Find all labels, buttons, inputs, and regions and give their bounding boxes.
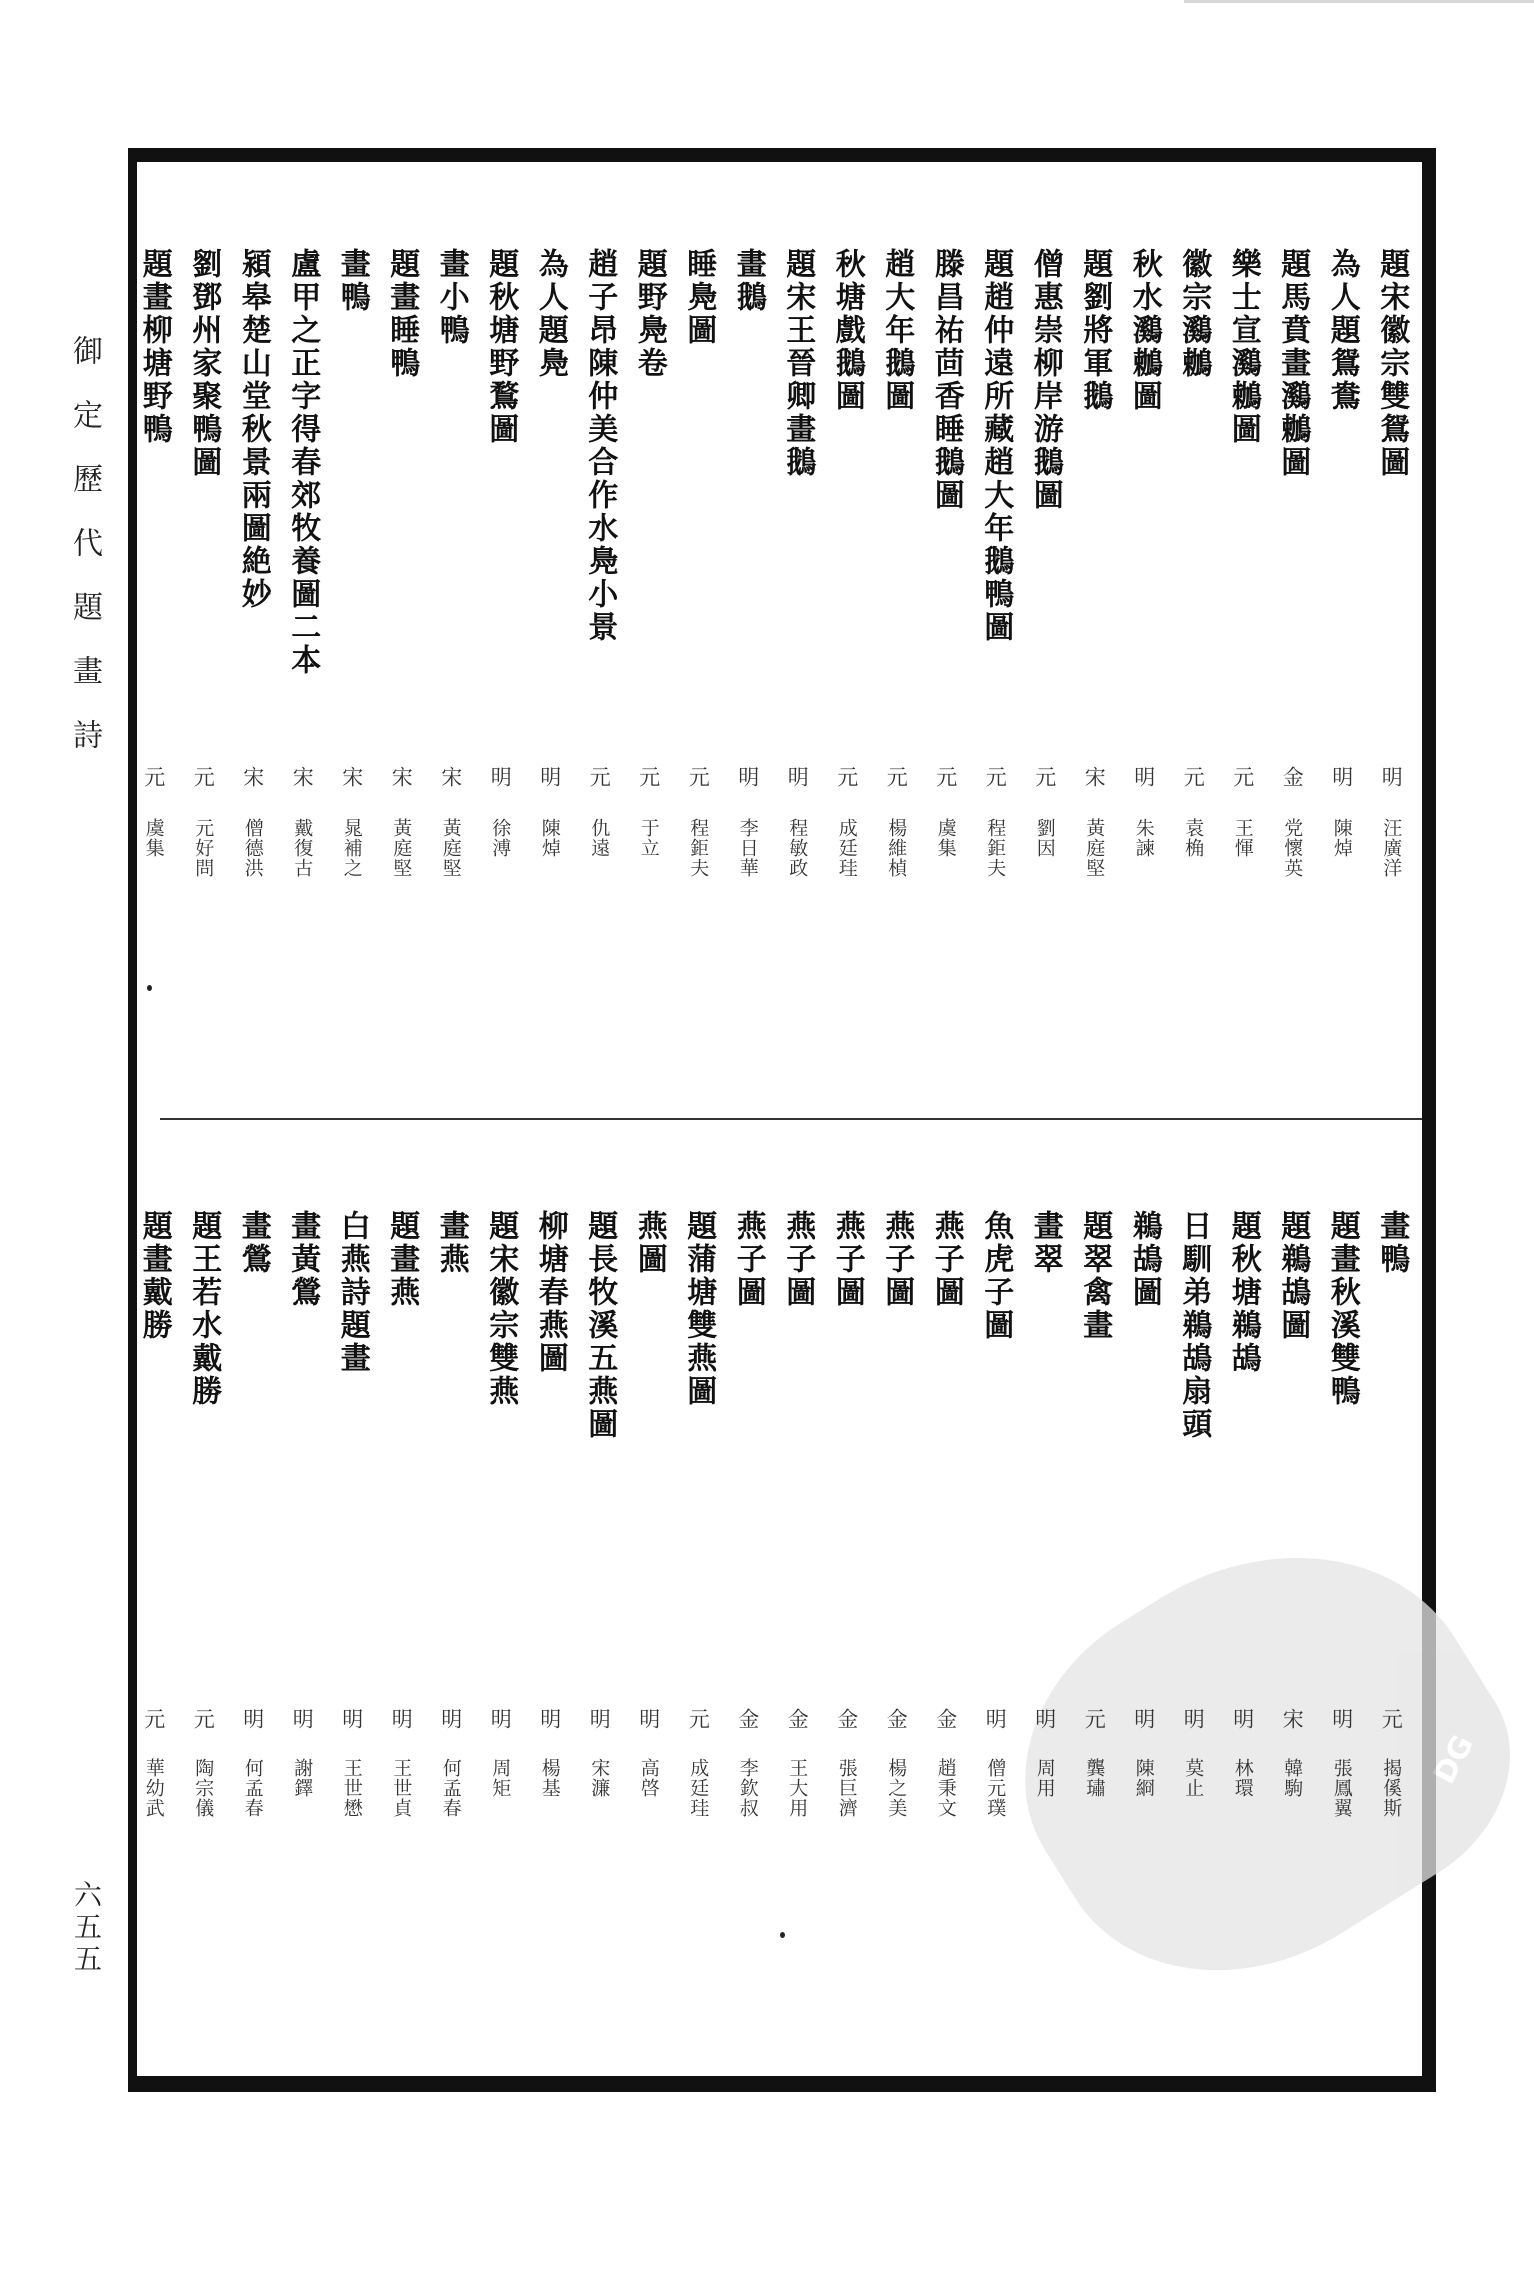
entry-author: 張巨濟 bbox=[835, 1758, 858, 1818]
index-entry bbox=[228, 1210, 278, 1930]
entry-title: 題長牧溪五燕圖 bbox=[582, 1210, 618, 1441]
entry-title: 題劉將軍鵝 bbox=[1077, 248, 1113, 413]
entry-title: 燕子圖 bbox=[780, 1210, 816, 1309]
index-entry bbox=[1218, 1210, 1268, 1930]
entry-title: 趙大年鵝圖 bbox=[879, 248, 915, 413]
entry-author: 劉因 bbox=[1033, 818, 1056, 858]
entry-dynasty: 明 bbox=[1131, 766, 1156, 787]
entry-dynasty: 元 bbox=[1181, 766, 1206, 787]
entry-title: 樂士宣鸂鶒圖 bbox=[1225, 248, 1261, 446]
index-entry bbox=[773, 1210, 823, 1930]
entry-author: 王世懋 bbox=[340, 1758, 363, 1818]
index-entry bbox=[129, 1210, 179, 1930]
index-entry bbox=[1169, 248, 1219, 1028]
index-entry bbox=[327, 248, 377, 1028]
entry-title: 題畫秋溪雙鴨 bbox=[1324, 1210, 1360, 1408]
entry-title: 柳塘春燕圖 bbox=[532, 1210, 568, 1375]
index-entry bbox=[822, 248, 872, 1028]
entry-dynasty: 宋 bbox=[1280, 1708, 1305, 1729]
index-entry bbox=[426, 1210, 476, 1930]
watermark-text: DG bbox=[1427, 1729, 1482, 1790]
entry-author: 僧德洪 bbox=[241, 818, 264, 878]
entry-title: 題畫戴勝 bbox=[136, 1210, 172, 1342]
entry-dynasty: 明 bbox=[587, 1708, 612, 1729]
entry-author: 成廷珪 bbox=[835, 818, 858, 878]
entry-title: 趙子昂陳仲美合作水鳧小景 bbox=[582, 248, 618, 644]
entry-dynasty: 明 bbox=[1032, 1708, 1057, 1729]
entry-dynasty: 元 bbox=[636, 766, 661, 787]
entry-dynasty: 元 bbox=[141, 766, 166, 787]
entry-author: 虞集 bbox=[142, 818, 165, 858]
entry-title: 燕子圖 bbox=[730, 1210, 766, 1309]
entry-author: 袁桷 bbox=[1182, 818, 1205, 858]
entry-author: 僧元璞 bbox=[984, 1758, 1007, 1818]
entry-dynasty: 元 bbox=[884, 766, 909, 787]
index-entry bbox=[278, 1210, 328, 1930]
entry-title: 鵜鴣圖 bbox=[1126, 1210, 1162, 1309]
entry-dynasty: 元 bbox=[1032, 766, 1057, 787]
entry-title: 秋塘戲鵝圖 bbox=[829, 248, 865, 413]
index-entry bbox=[1119, 248, 1169, 1028]
index-entry bbox=[525, 1210, 575, 1930]
entry-title: 滕昌祐茴香睡鵝圖 bbox=[928, 248, 964, 512]
entry-author: 李日華 bbox=[736, 818, 759, 878]
entry-author: 周用 bbox=[1033, 1758, 1056, 1798]
entry-dynasty: 明 bbox=[389, 1708, 414, 1729]
entry-dynasty: 宋 bbox=[339, 766, 364, 787]
index-entry bbox=[1317, 1210, 1367, 1930]
entry-author: 程鉅夫 bbox=[984, 818, 1007, 878]
entry-title: 題野鳧卷 bbox=[631, 248, 667, 380]
entry-dynasty: 宋 bbox=[1082, 766, 1107, 787]
ink-speck bbox=[780, 1932, 785, 1938]
entry-dynasty: 明 bbox=[438, 1708, 463, 1729]
entry-title: 題鵜鴣圖 bbox=[1275, 1210, 1311, 1342]
entry-title: 題秋塘鵜鴣 bbox=[1225, 1210, 1261, 1375]
index-entry bbox=[129, 248, 179, 1028]
index-entry bbox=[872, 1210, 922, 1930]
entry-title: 燕子圖 bbox=[879, 1210, 915, 1309]
entry-dynasty: 元 bbox=[1230, 766, 1255, 787]
entry-dynasty: 元 bbox=[191, 1708, 216, 1729]
entry-title: 畫鶯 bbox=[235, 1210, 271, 1276]
entry-author: 莫止 bbox=[1182, 1758, 1205, 1798]
entry-title: 徽宗鸂鶒 bbox=[1176, 248, 1212, 380]
entry-title: 為人題鳧 bbox=[532, 248, 568, 380]
index-entry bbox=[1317, 248, 1367, 1028]
entry-author: 陳焯 bbox=[1330, 818, 1353, 858]
entry-dynasty: 宋 bbox=[240, 766, 265, 787]
index-entry bbox=[921, 1210, 971, 1930]
entry-dynasty: 明 bbox=[290, 1708, 315, 1729]
entry-author: 仇遠 bbox=[588, 818, 611, 858]
entry-dynasty: 宋 bbox=[389, 766, 414, 787]
index-entry bbox=[822, 1210, 872, 1930]
entry-author: 徐溥 bbox=[489, 818, 512, 858]
entry-dynasty: 明 bbox=[785, 766, 810, 787]
entry-author: 何孟春 bbox=[439, 1758, 462, 1818]
index-entry bbox=[1119, 1210, 1169, 1930]
entry-title: 魚虎子圖 bbox=[978, 1210, 1014, 1342]
entry-title: 題畫柳塘野鴨 bbox=[136, 248, 172, 446]
index-entry bbox=[179, 248, 229, 1028]
entry-dynasty: 元 bbox=[587, 766, 612, 787]
index-entry bbox=[1367, 248, 1417, 1028]
index-entry bbox=[1218, 248, 1268, 1028]
page-number: 六五五 bbox=[70, 1880, 103, 1976]
entry-author: 龔璛 bbox=[1083, 1758, 1106, 1798]
index-entry bbox=[426, 248, 476, 1028]
entry-title: 秋水鸂鶒圖 bbox=[1126, 248, 1162, 413]
entry-author: 韓駒 bbox=[1281, 1758, 1304, 1798]
entry-author: 林環 bbox=[1231, 1758, 1254, 1798]
entry-title: 劉鄧州家聚鴨圖 bbox=[186, 248, 222, 479]
index-entry bbox=[773, 248, 823, 1028]
bottom-register bbox=[129, 1210, 1416, 1930]
index-entry bbox=[179, 1210, 229, 1930]
entry-title: 題畫燕 bbox=[384, 1210, 420, 1309]
entry-author: 元好問 bbox=[192, 818, 215, 878]
entry-title: 睡鳧圖 bbox=[681, 248, 717, 347]
entry-title: 題趙仲遠所藏趙大年鵝鴨圖 bbox=[978, 248, 1014, 644]
entry-title: 日馴弟鵜鴣扇頭 bbox=[1176, 1210, 1212, 1441]
index-entry bbox=[476, 248, 526, 1028]
index-entry bbox=[575, 1210, 625, 1930]
index-entry bbox=[723, 248, 773, 1028]
entry-author: 陳焯 bbox=[538, 818, 561, 858]
entry-dynasty: 明 bbox=[735, 766, 760, 787]
index-entry bbox=[1268, 248, 1318, 1028]
entry-author: 宋濂 bbox=[588, 1758, 611, 1798]
entry-dynasty: 金 bbox=[884, 1708, 909, 1729]
entry-title: 題馬賁畫鸂鶒圖 bbox=[1275, 248, 1311, 479]
entry-author: 黃庭堅 bbox=[1083, 818, 1106, 878]
entry-title: 為人題鴛鴦 bbox=[1324, 248, 1360, 413]
entry-dynasty: 宋 bbox=[290, 766, 315, 787]
index-entry bbox=[674, 1210, 724, 1930]
entry-author: 王惲 bbox=[1231, 818, 1254, 858]
entry-dynasty: 明 bbox=[488, 1708, 513, 1729]
book-title-margin: 御定歷代題畫詩 bbox=[67, 335, 102, 783]
entry-dynasty: 金 bbox=[1280, 766, 1305, 787]
top-register bbox=[129, 248, 1416, 1028]
entry-title: 潁皋楚山堂秋景兩圖絶妙 bbox=[235, 248, 271, 611]
entry-title: 燕子圖 bbox=[928, 1210, 964, 1309]
entry-author: 楊基 bbox=[538, 1758, 561, 1798]
entry-dynasty: 明 bbox=[339, 1708, 364, 1729]
entry-author: 高啓 bbox=[637, 1758, 660, 1798]
index-entry bbox=[278, 248, 328, 1028]
entry-dynasty: 金 bbox=[735, 1708, 760, 1729]
entry-title: 畫燕 bbox=[433, 1210, 469, 1276]
entry-author: 楊維楨 bbox=[885, 818, 908, 878]
entry-author: 揭傒斯 bbox=[1380, 1758, 1403, 1818]
index-entry bbox=[1367, 1210, 1417, 1930]
entry-dynasty: 明 bbox=[1131, 1708, 1156, 1729]
index-entry bbox=[1070, 248, 1120, 1028]
entry-dynasty: 金 bbox=[785, 1708, 810, 1729]
scan-edge-line bbox=[1184, 0, 1534, 3]
entry-title: 畫黃鶯 bbox=[285, 1210, 321, 1309]
entry-title: 題蒲塘雙燕圖 bbox=[681, 1210, 717, 1408]
entry-author: 楊之美 bbox=[885, 1758, 908, 1818]
entry-author: 朱諫 bbox=[1132, 818, 1155, 858]
entry-author: 王大用 bbox=[786, 1758, 809, 1818]
entry-author: 周矩 bbox=[489, 1758, 512, 1798]
index-entry bbox=[971, 1210, 1021, 1930]
index-entry bbox=[377, 248, 427, 1028]
entry-author: 何孟春 bbox=[241, 1758, 264, 1818]
entry-author: 程敏政 bbox=[786, 818, 809, 878]
index-entry bbox=[1169, 1210, 1219, 1930]
entry-author: 于立 bbox=[637, 818, 660, 858]
index-entry bbox=[575, 248, 625, 1028]
index-entry bbox=[723, 1210, 773, 1930]
entry-dynasty: 元 bbox=[834, 766, 859, 787]
entry-title: 題秋塘野鶩圖 bbox=[483, 248, 519, 446]
entry-dynasty: 宋 bbox=[438, 766, 463, 787]
entry-title: 盧甲之正字得春郊牧養圖二本 bbox=[285, 248, 321, 677]
entry-title: 白燕詩題畫 bbox=[334, 1210, 370, 1375]
entry-author: 戴復古 bbox=[291, 818, 314, 878]
entry-dynasty: 元 bbox=[686, 766, 711, 787]
index-entry bbox=[1268, 1210, 1318, 1930]
index-entry bbox=[872, 248, 922, 1028]
entry-dynasty: 明 bbox=[1181, 1708, 1206, 1729]
entry-title: 題宋徽宗雙燕 bbox=[483, 1210, 519, 1408]
index-entry bbox=[228, 248, 278, 1028]
entry-dynasty: 元 bbox=[983, 766, 1008, 787]
entry-title: 畫鴨 bbox=[334, 248, 370, 314]
entry-title: 題翠禽畫 bbox=[1077, 1210, 1113, 1342]
entry-author: 謝鐸 bbox=[291, 1758, 314, 1798]
index-entry bbox=[624, 248, 674, 1028]
index-entry bbox=[1020, 1210, 1070, 1930]
entry-title: 畫小鴨 bbox=[433, 248, 469, 347]
entry-author: 黃庭堅 bbox=[390, 818, 413, 878]
entry-dynasty: 明 bbox=[240, 1708, 265, 1729]
index-entry bbox=[624, 1210, 674, 1930]
index-entry bbox=[476, 1210, 526, 1930]
entry-dynasty: 明 bbox=[488, 766, 513, 787]
entry-dynasty: 明 bbox=[1329, 1708, 1354, 1729]
entry-title: 題王若水戴勝 bbox=[186, 1210, 222, 1408]
entry-author: 趙秉文 bbox=[934, 1758, 957, 1818]
entry-author: 陳綗 bbox=[1132, 1758, 1155, 1798]
index-entry bbox=[971, 248, 1021, 1028]
entry-author: 陶宗儀 bbox=[192, 1758, 215, 1818]
entry-dynasty: 元 bbox=[1379, 1708, 1404, 1729]
entry-dynasty: 金 bbox=[933, 1708, 958, 1729]
entry-title: 題畫睡鴨 bbox=[384, 248, 420, 380]
entry-dynasty: 元 bbox=[1082, 1708, 1107, 1729]
entry-title: 畫翠 bbox=[1027, 1210, 1063, 1276]
entry-title: 題宋徽宗雙鴛圖 bbox=[1374, 248, 1410, 479]
entry-dynasty: 元 bbox=[686, 1708, 711, 1729]
entry-dynasty: 明 bbox=[983, 1708, 1008, 1729]
entry-dynasty: 金 bbox=[834, 1708, 859, 1729]
entry-title: 燕圖 bbox=[631, 1210, 667, 1276]
entry-dynasty: 明 bbox=[636, 1708, 661, 1729]
index-entry bbox=[327, 1210, 377, 1930]
ink-speck bbox=[147, 985, 152, 991]
index-entry bbox=[674, 248, 724, 1028]
entry-title: 燕子圖 bbox=[829, 1210, 865, 1309]
entry-author: 汪廣洋 bbox=[1380, 818, 1403, 878]
entry-author: 張鳳翼 bbox=[1330, 1758, 1353, 1818]
entry-dynasty: 明 bbox=[537, 1708, 562, 1729]
entry-author: 華幼武 bbox=[142, 1758, 165, 1818]
entry-dynasty: 元 bbox=[933, 766, 958, 787]
index-entry bbox=[377, 1210, 427, 1930]
index-entry bbox=[921, 248, 971, 1028]
entry-author: 晁補之 bbox=[340, 818, 363, 878]
entry-author: 成廷珪 bbox=[687, 1758, 710, 1818]
entry-author: 党懷英 bbox=[1281, 818, 1304, 878]
entry-dynasty: 明 bbox=[537, 766, 562, 787]
entry-author: 黃庭堅 bbox=[439, 818, 462, 878]
entry-title: 畫鵝 bbox=[730, 248, 766, 314]
entry-dynasty: 元 bbox=[191, 766, 216, 787]
index-entry bbox=[1020, 248, 1070, 1028]
entry-author: 李欽叔 bbox=[736, 1758, 759, 1818]
entry-title: 僧惠崇柳岸游鵝圖 bbox=[1027, 248, 1063, 512]
entry-author: 程鉅夫 bbox=[687, 818, 710, 878]
entry-author: 王世貞 bbox=[390, 1758, 413, 1818]
entry-title: 題宋王晉卿畫鵝 bbox=[780, 248, 816, 479]
entry-author: 虞集 bbox=[934, 818, 957, 858]
entry-dynasty: 明 bbox=[1379, 766, 1404, 787]
entry-dynasty: 元 bbox=[141, 1708, 166, 1729]
entry-title: 畫鴨 bbox=[1374, 1210, 1410, 1276]
entry-dynasty: 明 bbox=[1230, 1708, 1255, 1729]
index-entry bbox=[1070, 1210, 1120, 1930]
index-entry bbox=[525, 248, 575, 1028]
entry-dynasty: 明 bbox=[1329, 766, 1354, 787]
register-divider bbox=[160, 1118, 1422, 1120]
